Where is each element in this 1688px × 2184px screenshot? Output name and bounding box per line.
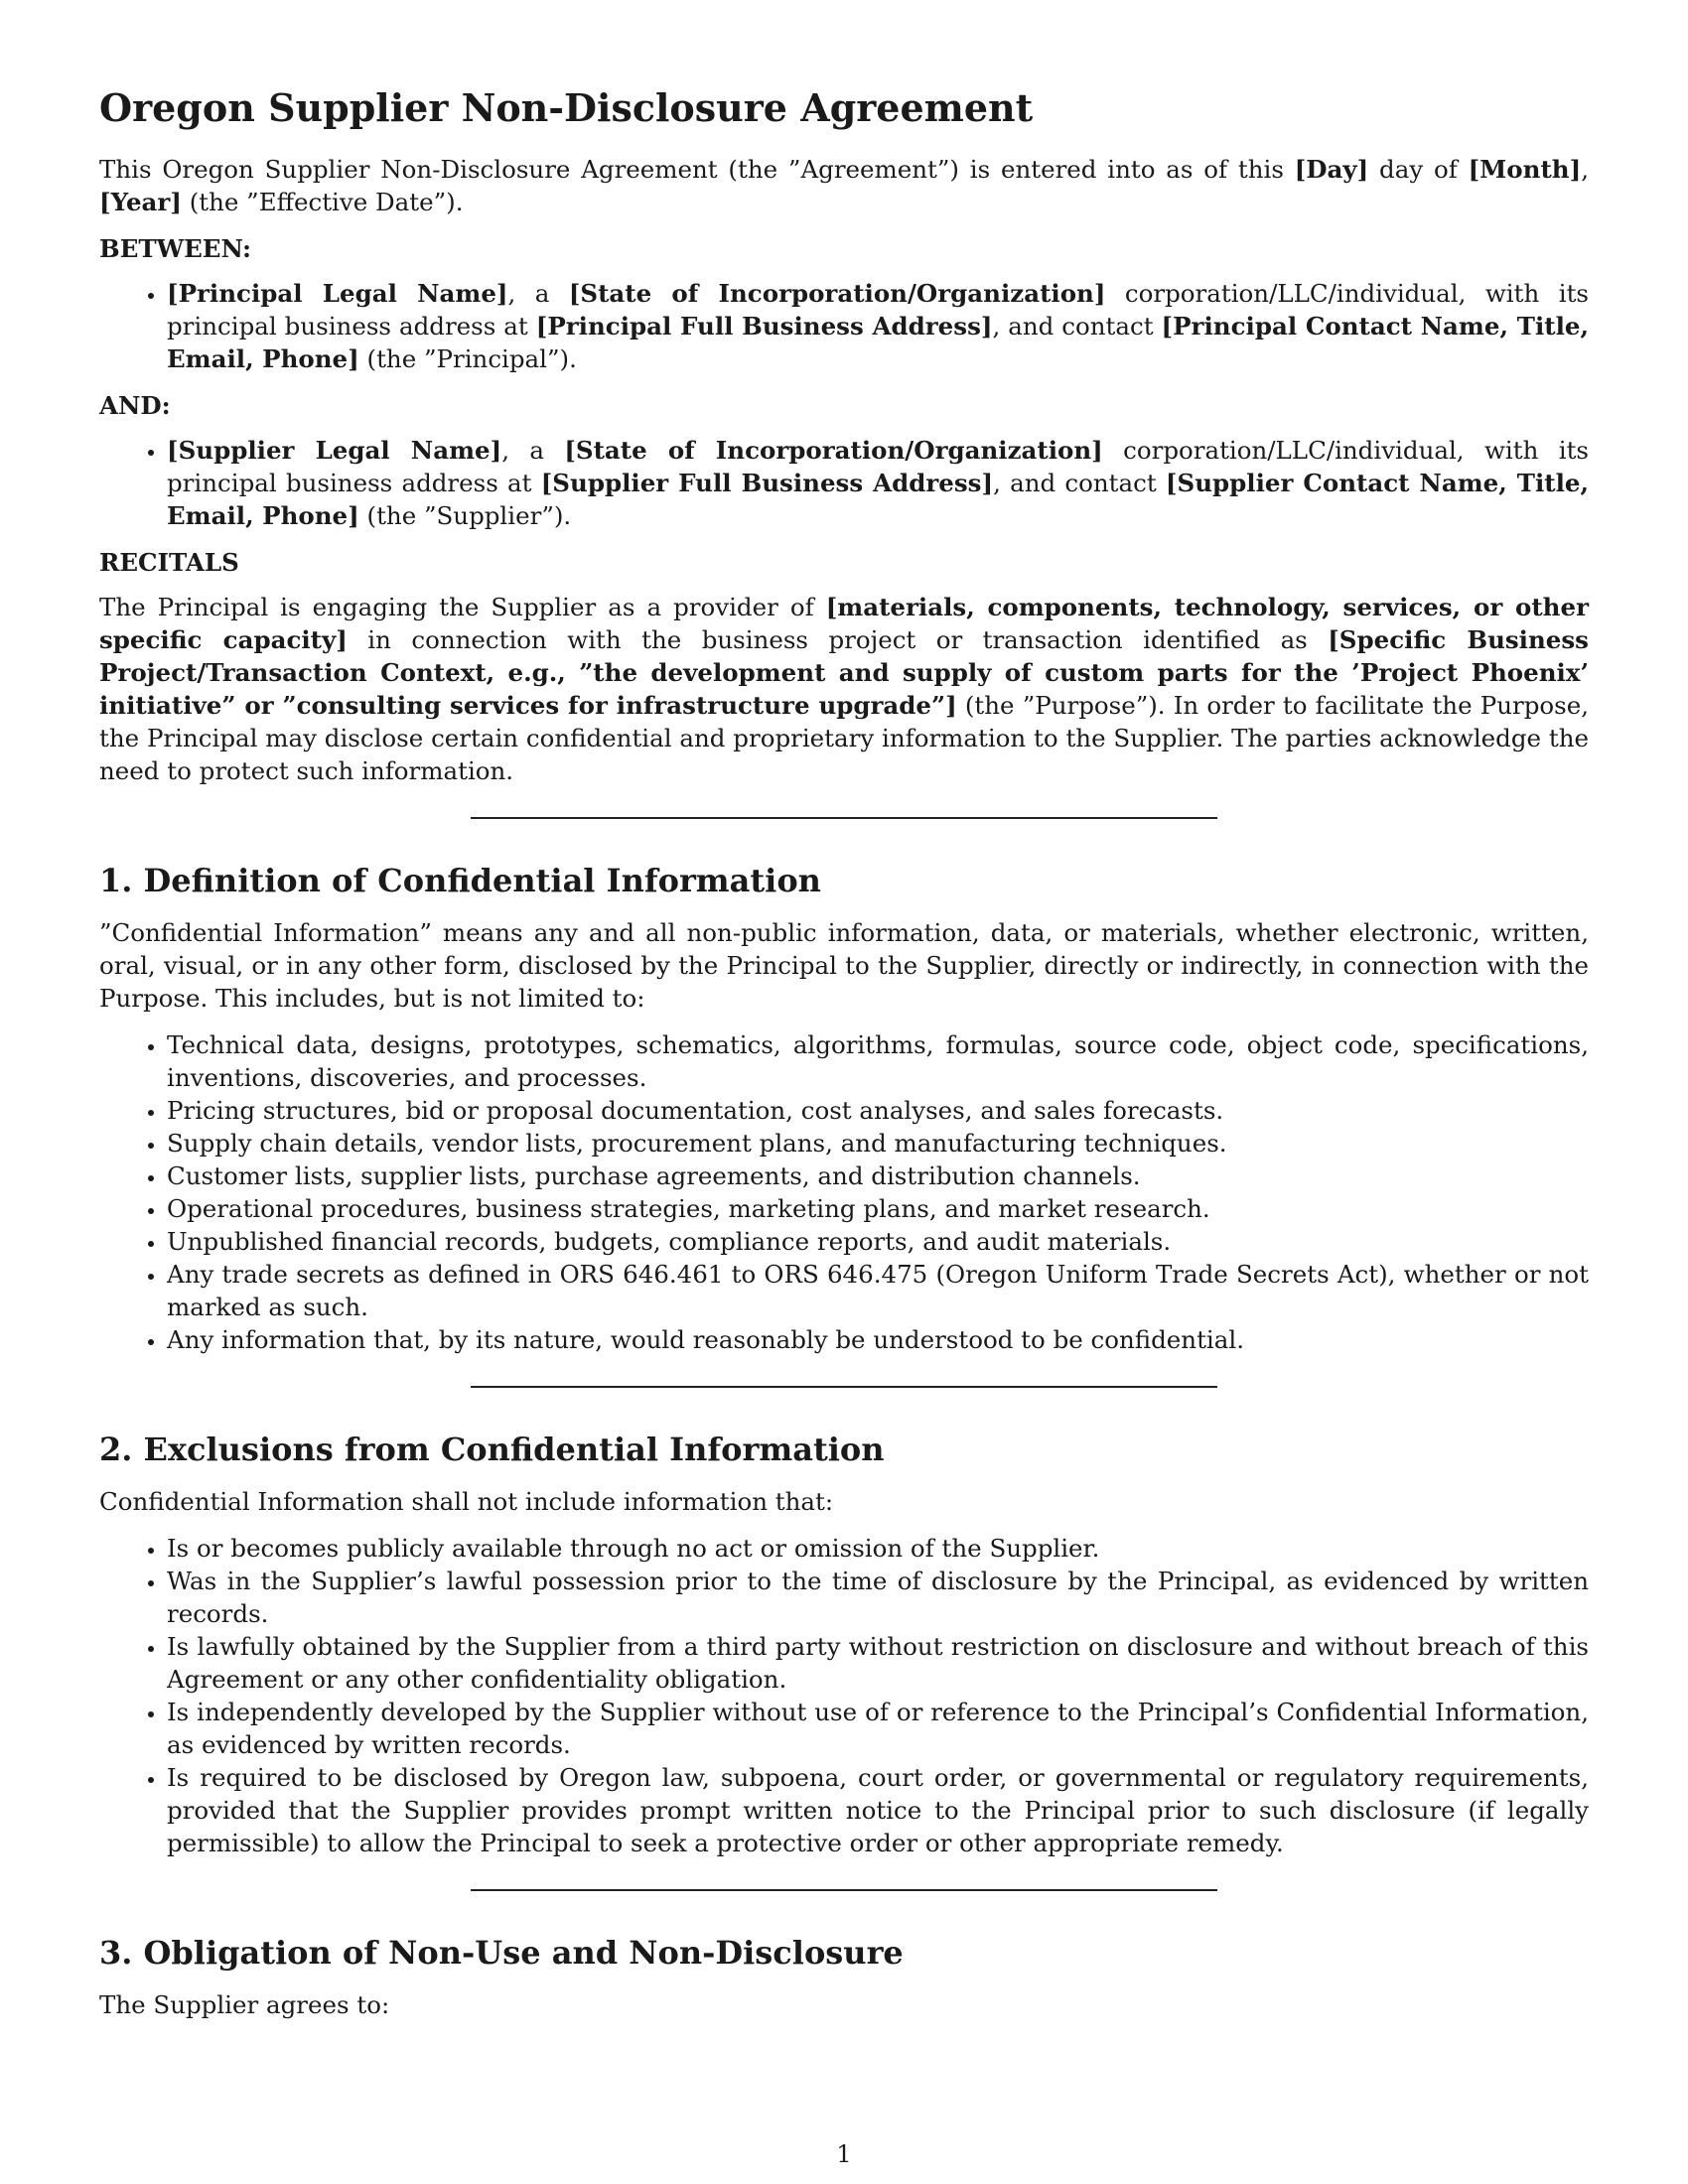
section-divider: [471, 817, 1217, 819]
list-item: • Any information that, by its nature, would reasonably be understood to be confidential.: [167, 1323, 1589, 1356]
section-3-body: The Supplier agrees to:: [99, 1990, 390, 2019]
section-1-list: [99, 1028, 1589, 1356]
month-placeholder: [Month]: [1468, 155, 1582, 184]
intro-paragraph: This Oregon Supplier Non-Disclosure Agreement (the ”Agreement”) is entered into as of this [Day] day of [Month], [Year] (the ”Effective Date”).: [99, 155, 1589, 216]
between-label: BETWEEN:: [99, 234, 252, 263]
section-1-body: ”Confidential Information” means any and all non-public information, data, or materials, whether electronic, written, oral, visual, or in any other form, disclosed by the Principal to the Supplier, directly or indirectly, in connection with the Purpose. This includes, but is not limited to:: [99, 918, 1589, 1013]
document-page: [99, 85, 1589, 2035]
list-item: • Supply chain details, vendor lists, procurement plans, and manufacturing techniques.: [167, 1127, 1589, 1160]
year-placeholder: [Year]: [99, 188, 182, 216]
section-3-heading: 3. Obligation of Non-Use and Non-Disclosure: [99, 1934, 904, 1972]
section-divider: [471, 1386, 1217, 1388]
and-label: AND:: [99, 391, 171, 420]
section-2-list: [99, 1532, 1589, 1859]
list-item: • Is or becomes publicly available through no act or omission of the Supplier.: [167, 1532, 1589, 1565]
list-item: • Is required to be disclosed by Oregon law, subpoena, court order, or governmental or regulatory requirements, provided that the Supplier provides prompt written notice to the Principal prior to such disclosure (if legally permissible) to allow the Principal to seek a protective order or other appropriate remedy.: [167, 1761, 1589, 1859]
list-item: • Operational procedures, business strategies, marketing plans, and market research.: [167, 1192, 1589, 1225]
list-item: • Is lawfully obtained by the Supplier from a third party without restriction on disclosure and without breach of this Agreement or any other confidentiality obligation.: [167, 1630, 1589, 1696]
day-placeholder: [Day]: [1294, 155, 1369, 184]
list-item: • Is independently developed by the Supplier without use of or reference to the Principal’s Confidential Information, as evidenced by written records.: [167, 1696, 1589, 1761]
section-2-body: Confidential Information shall not include information that:: [99, 1487, 834, 1516]
list-item: • Customer lists, supplier lists, purchase agreements, and distribution channels.: [167, 1160, 1589, 1192]
list-item: • Pricing structures, bid or proposal documentation, cost analyses, and sales forecasts.: [167, 1094, 1589, 1127]
section-divider: [471, 1889, 1217, 1891]
section-2-heading: 2. Exclusions from Confidential Information: [99, 1431, 885, 1468]
list-item: • Any trade secrets as defined in ORS 646.461 to ORS 646.475 (Oregon Uniform Trade Secrets Act), whether or not marked as such.: [167, 1258, 1589, 1323]
recitals-label: RECITALS: [99, 548, 239, 577]
document-title: Oregon Supplier Non-Disclosure Agreement: [99, 85, 1034, 130]
supplier-item: • [Supplier Legal Name], a [State of Incorporation/Organization] corporation/LLC/individual, with its principal business address at [Supplier Full Business Address], and contact [Supplier Contact Name, Title, Email, Phone] (the ”Supplier”).: [167, 434, 1589, 532]
page-number: 1: [836, 2140, 852, 2168]
principal-list: [99, 277, 1589, 375]
section-1-heading: 1. Definition of Confidential Information: [99, 862, 821, 899]
list-item: • Unpublished financial records, budgets, compliance reports, and audit materials.: [167, 1225, 1589, 1258]
list-item: • Technical data, designs, prototypes, schematics, algorithms, formulas, source code, object code, specifications, inventions, discoveries, and processes.: [167, 1028, 1589, 1094]
recitals-paragraph: The Principal is engaging the Supplier as a provider of [materials, components, technology, services, or other specific capacity] in connection with the business project or transaction identified as [Specific Business Project/Transaction Context, e.g., ”the development and supply of custom parts for the ’Project Phoenix’ initiative” or ”consulting services for infrastructure upgrade”] (the ”Purpose”). In order to facilitate the Purpose, the Principal may disclose certain confidential and proprietary information to the Supplier. The parties acknowledge the need to protect such information.: [99, 593, 1589, 785]
supplier-list: [99, 434, 1589, 532]
principal-item: • [Principal Legal Name], a [State of Incorporation/Organization] corporation/LLC/individual, with its principal business address at [Principal Full Business Address], and contact [Principal Contact Name, Title, Email, Phone] (the ”Principal”).: [167, 277, 1589, 375]
list-item: • Was in the Supplier’s lawful possession prior to the time of disclosure by the Principal, as evidenced by written records.: [167, 1565, 1589, 1630]
